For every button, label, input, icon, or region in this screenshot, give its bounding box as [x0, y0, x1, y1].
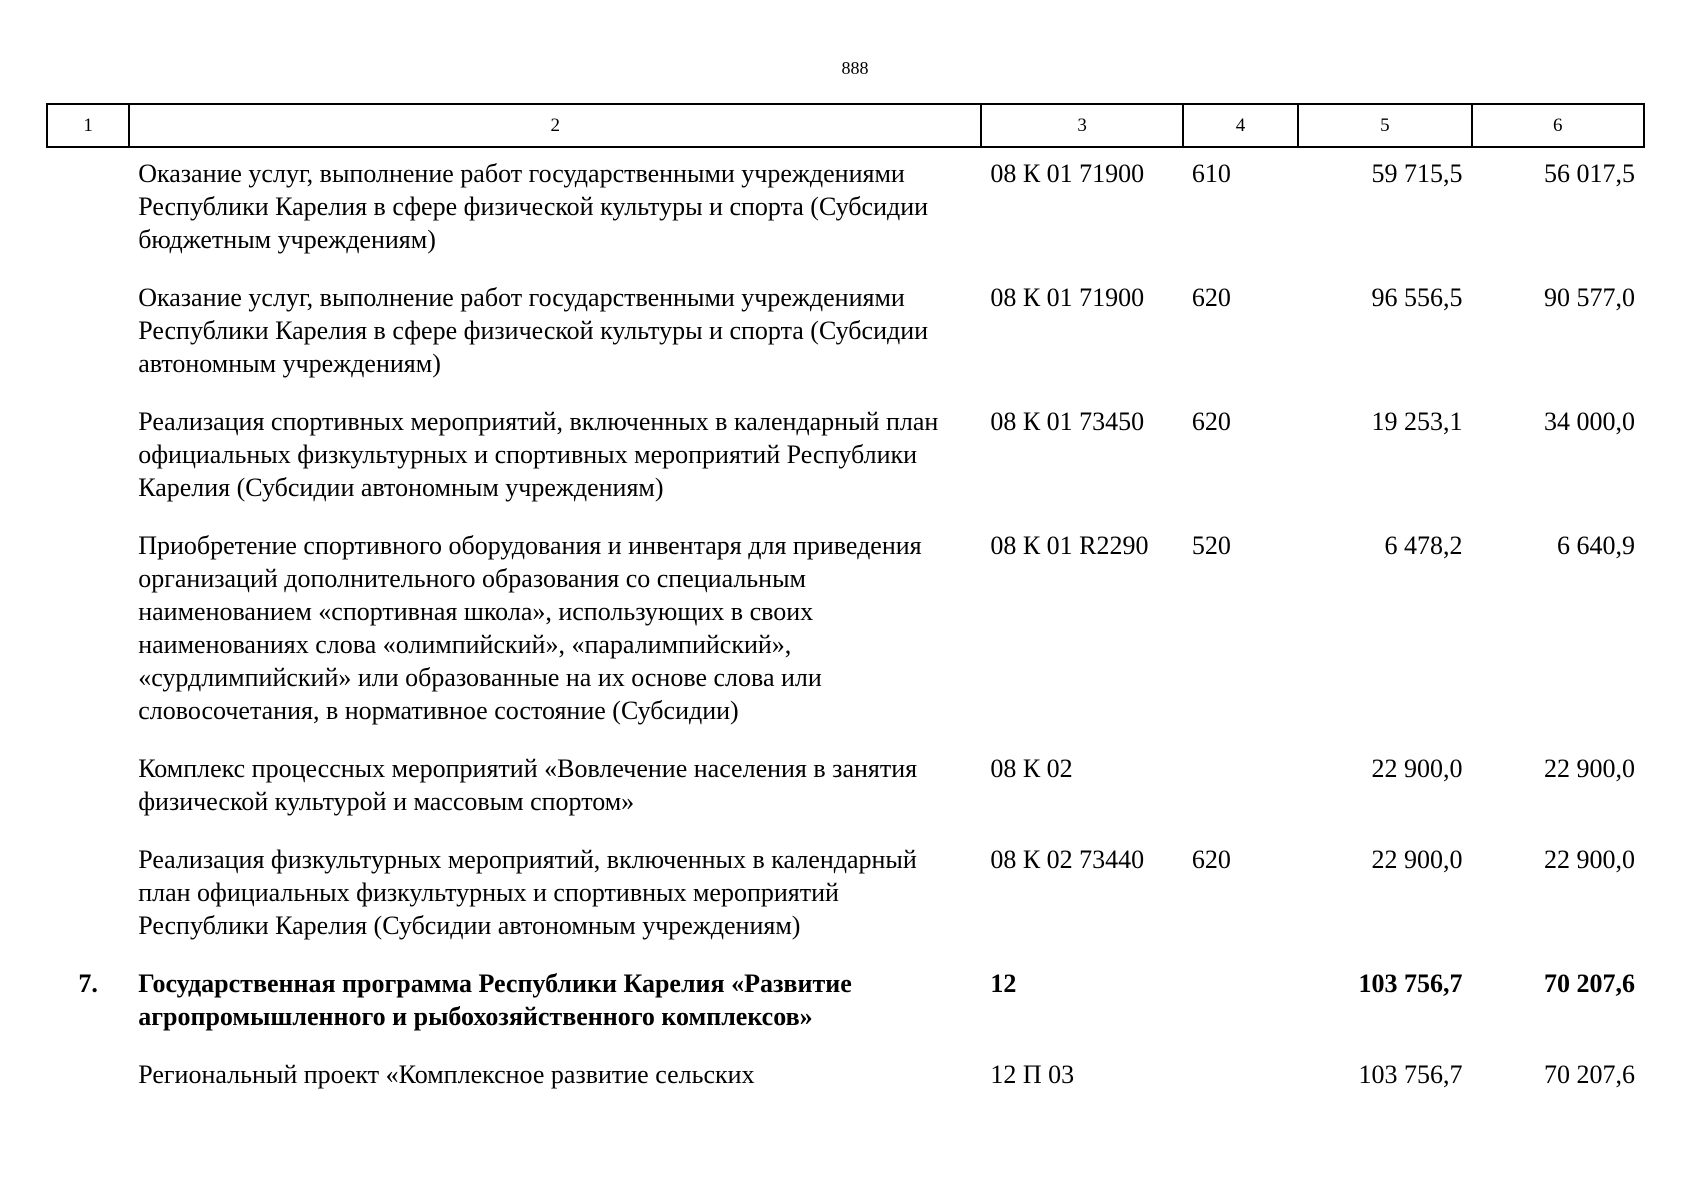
row-number	[47, 520, 129, 743]
table-row	[47, 1049, 1644, 1107]
row-value-col5: 96 556,5	[1371, 283, 1463, 312]
row-name: Комплекс процессных мероприятий «Вовлечение населения в занятия физической культурой и массовым спортом»	[138, 754, 918, 816]
row-type: 520	[1191, 531, 1231, 560]
row-number	[47, 147, 129, 272]
row-value-col5: 59 715,5	[1371, 159, 1463, 188]
row-name: Реализация спортивных мероприятий, включенных в календарный план официальных физкультурных и спортивных мероприятий Республики Карелия (Субсидии автономным учреждениям)	[138, 407, 939, 502]
header-col-3: 3	[981, 104, 1183, 147]
row-code: 08 К 02	[990, 754, 1073, 783]
row-code: 08 К 01 73450	[990, 407, 1145, 436]
row-value-col5: 22 900,0	[1371, 845, 1463, 874]
row-type: 620	[1191, 283, 1231, 312]
row-code: 08 К 01 71900	[990, 283, 1145, 312]
row-value-col5: 6 478,2	[1384, 531, 1463, 560]
row-name: Приобретение спортивного оборудования и инвентаря для приведения организаций дополнительного образования со специальным наименованием «спортивная школа», использующих в своих наименованиях слова «олимпийский», «паралимпийский», «сурдлимпийский» или образованные на их основе слова или словосочетания, в нормативное состояние (Субсидии)	[138, 531, 922, 725]
row-number	[47, 396, 129, 520]
header-col-2: 2	[129, 104, 981, 147]
row-number	[47, 272, 129, 396]
budget-table	[46, 103, 1645, 1107]
row-name: Реализация физкультурных мероприятий, включенных в календарный план официальных физкультурных и спортивных мероприятий Республики Карелия (Субсидии автономным учреждениям)	[138, 845, 917, 940]
table-row	[47, 147, 1644, 272]
row-code: 08 К 01 R2290	[990, 531, 1149, 560]
row-name: Оказание услуг, выполнение работ государственными учреждениями Республики Карелия в сфере физической культуры и спорта (Субсидии бюджетным учреждениям)	[138, 159, 929, 254]
header-col-6: 6	[1472, 104, 1644, 147]
row-type	[1183, 1049, 1298, 1107]
row-number	[47, 1049, 129, 1107]
row-value-col6: 6 640,9	[1557, 531, 1635, 560]
row-number	[47, 743, 129, 834]
table-row	[47, 520, 1644, 743]
row-code: 12 П 03	[990, 1060, 1075, 1089]
header-col-5: 5	[1298, 104, 1471, 147]
row-number	[47, 834, 129, 958]
table-row	[47, 834, 1644, 958]
row-value-col6: 34 000,0	[1544, 407, 1635, 436]
table-row	[47, 743, 1644, 834]
row-value-col6: 22 900,0	[1544, 845, 1635, 874]
row-code: 12	[990, 969, 1017, 998]
row-name: Оказание услуг, выполнение работ государственными учреждениями Республики Карелия в сфере физической культуры и спорта (Субсидии автономным учреждениям)	[138, 283, 929, 378]
row-value-col5: 103 756,7	[1358, 1060, 1463, 1089]
row-value-col6: 90 577,0	[1544, 283, 1635, 312]
page-number: 888	[841, 58, 869, 78]
row-type	[1183, 743, 1298, 834]
row-value-col6: 70 207,6	[1544, 969, 1635, 998]
row-type: 620	[1191, 845, 1231, 874]
row-value-col5: 22 900,0	[1371, 754, 1463, 783]
table-row-program	[47, 958, 1644, 1049]
row-value-col6: 22 900,0	[1544, 754, 1635, 783]
table-row	[47, 396, 1644, 520]
header-col-4: 4	[1183, 104, 1298, 147]
row-number: 7.	[78, 969, 98, 998]
header-col-1: 1	[47, 104, 129, 147]
row-name: Государственная программа Республики Карелия «Развитие агропромышленного и рыбохозяйственного комплексов»	[138, 969, 852, 1031]
header-row	[47, 104, 1644, 147]
row-name: Региональный проект «Комплексное развитие сельских	[138, 1060, 755, 1089]
row-value-col5: 19 253,1	[1371, 407, 1463, 436]
table-row	[47, 272, 1644, 396]
row-type: 620	[1191, 407, 1231, 436]
row-type	[1183, 958, 1298, 1049]
row-code: 08 К 02 73440	[990, 845, 1145, 874]
row-value-col6: 56 017,5	[1544, 159, 1635, 188]
row-code: 08 К 01 71900	[990, 159, 1145, 188]
row-value-col5: 103 756,7	[1358, 969, 1463, 998]
row-type: 610	[1191, 159, 1231, 188]
row-value-col6: 70 207,6	[1544, 1060, 1635, 1089]
